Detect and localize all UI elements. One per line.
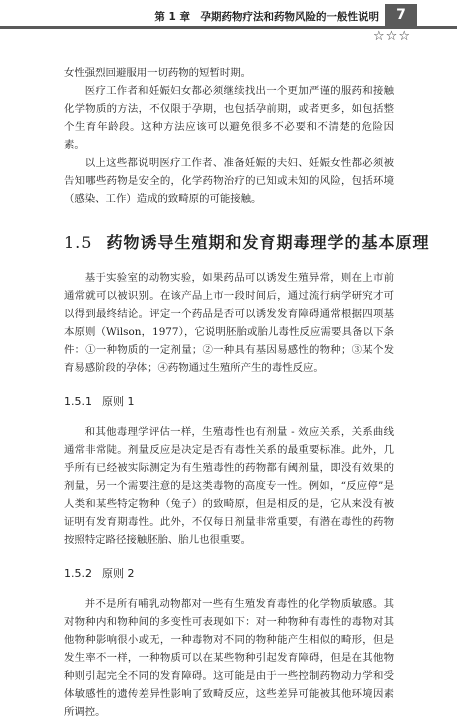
subsection-1-title: 原则 1 bbox=[102, 395, 135, 408]
section-title: 药物诱导生殖期和发育期毒理学的基本原理 bbox=[106, 233, 430, 252]
subsection-2-number: 1.5.2 bbox=[64, 567, 92, 580]
subsection-2-heading bbox=[64, 565, 394, 581]
section-paragraph: 基于实验室的动物实验，如果药品可以诱发生殖异常，则在上市前通常就可以被识别。在该产品上市一段时间后，通过流行病学研究才可以得到最终结论。评定一个药品是否可以诱发发育障碍通常根据四项基本原则（Wilson，1977），它说明胚胎或胎儿毒性反应需要具备以下条件：①一种物质的一定剂量；②一种具有基因易感性的物种；③某个发育易感阶段的孕体；④药物通过生殖所产生的毒性反应。 bbox=[64, 272, 394, 374]
page-number-badge bbox=[385, 4, 417, 26]
subsection-1-heading bbox=[64, 393, 394, 409]
subsection-1-number: 1.5.1 bbox=[64, 395, 92, 408]
page-number: 7 bbox=[396, 7, 406, 23]
subsection-1-paragraph: 和其他毒理学评估一样，生殖毒性也有剂量 - 效应关系，关系曲线通常非常陡。剂量反应是决定是否有毒性关系的最重要标准。此外，几乎所有已经被实际测定为有生殖毒性的药物都有阈剂量，即没有效果的剂量，另一个需要注意的是这类毒物的高度专一性。例如，“反应停”是人类和某些特定物种（兔子）的致畸原，但是相反的是，它从来没有被证明有发育期毒性。此外，不仅每日剂量非常重要，有潜在毒性的药物按照特定路径接触胚胎、胎儿也很重要。 bbox=[64, 426, 394, 546]
section-heading bbox=[64, 230, 430, 253]
intro-paragraph-3: 以上这些都说明医疗工作者、准备妊娠的夫妇、妊娠女性都必须被告知哪些药物是安全的，化学药物治疗的已知或未知的风险，包括环境（感染、工作）造成的致畸原的可能接触。 bbox=[64, 157, 394, 205]
subsection-2-paragraph: 并不是所有哺乳动物都对一些有生殖发育毒性的化学物质敏感。其对物种内和物种间的多变性可表现如下：对一种物种有毒性的毒物对其他物种影响很小或无，一种毒物对不同的物种能产生相似的畸形，但是发生率不一样，一种物质可以在某些物种引起发育障碍，但是在其他物种则引起完全不同的发育障碍。这可能是由于一些控制药物动力学和受体敏感性的遗传差异性影响了致畸反应，这些差异可能被其他环境因素所调控。 bbox=[64, 598, 394, 718]
intro-paragraph-1: 女性强烈回避服用一切药物的短暂时期。 bbox=[64, 67, 252, 79]
section-number: 1.5 bbox=[64, 233, 93, 252]
page-body bbox=[64, 64, 430, 721]
subsection-2-title: 原则 2 bbox=[102, 567, 135, 580]
chapter-title: 第 1 章 孕期药物疗法和药物风险的一般性说明 bbox=[154, 11, 379, 23]
star-rating-icon: ☆☆☆ bbox=[373, 29, 411, 44]
page-header bbox=[0, 0, 457, 44]
intro-paragraph-2: 医疗工作者和妊娠妇女都必须继续找出一个更加严谨的服药和接触化学物质的方法，不仅限于孕期，也包括孕前期，或者更多，如包括整个生育年龄段。这种方法应该可以避免很多不必要和不清楚的危险因素。 bbox=[64, 85, 394, 151]
